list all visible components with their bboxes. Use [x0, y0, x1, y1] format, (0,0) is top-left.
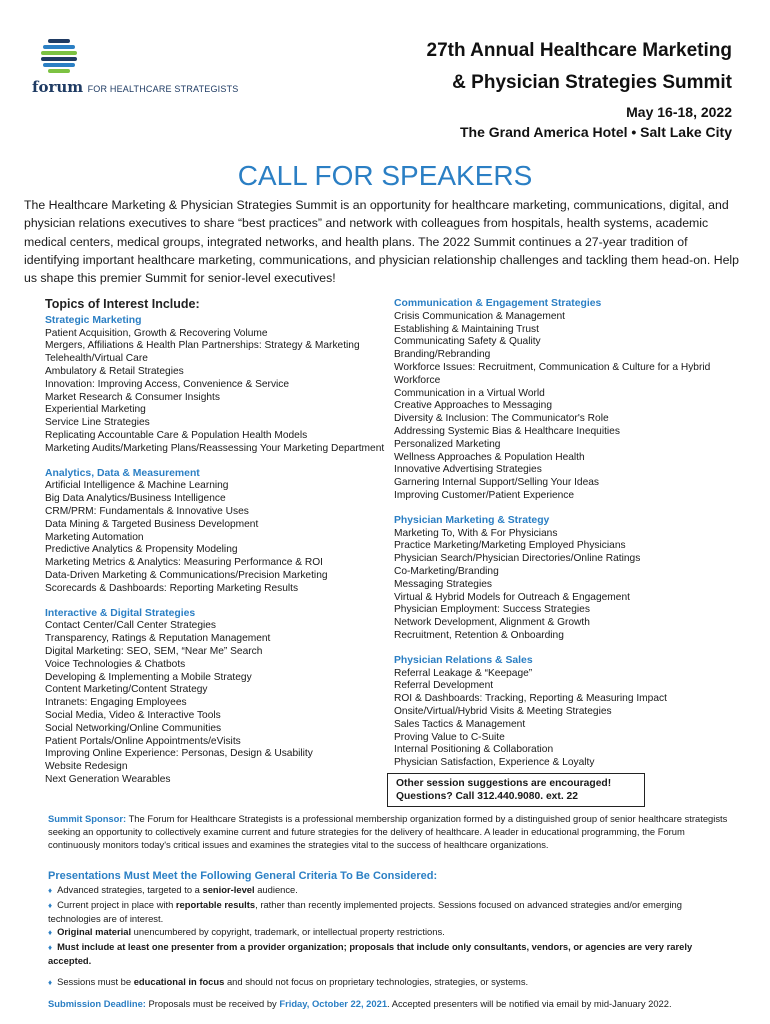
topic-item: Contact Center/Call Center Strategies	[45, 620, 217, 632]
diamond-bullet-icon: ♦	[48, 943, 53, 952]
topic-item: Predictive Analytics & Propensity Modeling	[45, 544, 238, 556]
topic-item: Virtual & Hybrid Models for Outreach & Engagement	[394, 591, 630, 603]
deadline-label: Submission Deadline:	[48, 998, 146, 1009]
topic-item: Social Networking/Online Communities	[45, 722, 222, 734]
topic-item: Referral Leakage & “Keepage”	[394, 667, 533, 679]
criterion-4-bold: Must include at least one presenter from a provider organization; proposals that include only consultants, vendors, or agencies are very rarely accepted.	[48, 941, 693, 966]
topics-left-column	[45, 297, 385, 787]
section-heading: Physician Relations & Sales	[394, 654, 533, 666]
topic-item: Physician Search/Physician Directories/Online Ratings	[394, 553, 641, 565]
topic-item: Mergers, Affiliations & Health Plan Partnerships: Strategy & Marketing	[45, 340, 360, 352]
criterion-1	[48, 884, 728, 898]
topic-item: Ambulatory & Retail Strategies	[45, 365, 184, 377]
topic-item: Addressing Systemic Bias & Healthcare Inequities	[394, 425, 620, 437]
criterion-2	[48, 899, 728, 926]
topic-item: Scorecards & Dashboards: Reporting Marketing Results	[45, 582, 299, 594]
topic-item: Market Research & Consumer Insights	[45, 391, 220, 403]
suggestions-box	[387, 773, 645, 807]
topic-item: Patient Portals/Online Appointments/eVisits	[45, 735, 241, 747]
section-heading: Communication & Engagement Strategies	[394, 298, 602, 309]
topic-item: Voice Technologies & Chatbots	[45, 658, 186, 670]
topic-item: Establishing & Maintaining Trust	[394, 323, 539, 335]
topic-item: Sales Tactics & Management	[394, 718, 526, 730]
diamond-bullet-icon: ♦	[48, 928, 53, 937]
sponsor-paragraph	[48, 813, 728, 851]
topic-item: Crisis Communication & Management	[394, 310, 565, 322]
topic-item: Referral Development	[394, 680, 494, 692]
criterion-5-bold: educational in focus	[133, 976, 225, 987]
topic-item: Telehealth/Virtual Care	[45, 353, 148, 365]
deadline-end: . Accepted presenters will be notified via email by mid-January 2022.	[387, 998, 672, 1009]
topic-item: Intranets: Engaging Employees	[45, 697, 187, 709]
summit-venue: The Grand America Hotel • Salt Lake City	[459, 124, 732, 140]
topic-item: Wellness Approaches & Population Health	[394, 451, 585, 463]
summit-date: May 16-18, 2022	[626, 104, 732, 120]
criterion-2-end: , rather than recently implemented projects. Sessions focused on advanced strategies and/or emerging technologies are of interest.	[48, 899, 682, 924]
topic-item: Innovation: Improving Access, Convenience & Service	[45, 378, 290, 390]
criterion-1-end: audience.	[254, 884, 298, 895]
logo-name: forum	[32, 78, 84, 96]
diamond-bullet-icon: ♦	[48, 978, 53, 987]
deadline-text: Proposals must be received by	[145, 998, 280, 1009]
criterion-3-end: unencumbered by copyright, trademark, or intellectual property restrictions.	[131, 926, 445, 937]
topic-item: Digital Marketing: SEO, SEM, “Near Me” Search	[45, 645, 263, 657]
suggestions-line2: Questions? Call 312.440.9080. ext. 22	[396, 791, 579, 802]
criterion-5-end: and should not focus on proprietary technologies, strategies, or systems.	[224, 976, 529, 987]
topic-item: Next Generation Wearables	[45, 773, 171, 785]
topic-item: Physician Satisfaction, Experience & Loyalty	[394, 757, 595, 769]
topic-item: Innovative Advertising Strategies	[394, 464, 542, 476]
topic-item: Content Marketing/Content Strategy	[45, 684, 208, 696]
call-for-speakers-heading: CALL FOR SPEAKERS	[237, 160, 533, 191]
criterion-3-bold: Original material	[57, 926, 132, 937]
topic-item: Personalized Marketing	[394, 438, 501, 450]
topic-item: Physician Employment: Success Strategies	[394, 604, 590, 616]
criterion-3	[48, 926, 728, 940]
topics-right-column	[394, 298, 744, 770]
topic-item: Marketing Automation	[45, 531, 144, 543]
summit-title-line1: 27th Annual Healthcare Marketing	[426, 40, 732, 61]
criterion-2-text: Current project in place with	[57, 899, 176, 910]
topic-item: CRM/PRM: Fundamentals & Innovative Uses	[45, 505, 249, 517]
intro-paragraph: The Healthcare Marketing & Physician Strategies Summit is an opportunity for healthcare marketing, communications, digital, and physician relations executives to share “best practices” and network with colleagues from hospitals, health systems, academic medical centers, medical groups, integrated networks, and health plans. The 2022 Summit continues a 27-year tradition of identifying important healthcare marketing, communications, and physician relationship challenges and tackling them head-on. Help us shape this premier Summit for senior-level executives!	[24, 198, 739, 286]
topic-item: Marketing Metrics & Analytics: Measuring Performance & ROI	[45, 557, 323, 569]
topic-item: Communication in a Virtual World	[394, 387, 545, 399]
topic-item: Proving Value to C-Suite	[394, 731, 505, 743]
topic-item: Recruitment, Retention & Onboarding	[394, 629, 564, 641]
section-heading: Physician Marketing & Strategy	[394, 514, 550, 526]
topic-item: Creative Approaches to Messaging	[394, 400, 552, 412]
globe-icon	[40, 38, 80, 76]
criterion-2-bold: reportable results	[175, 899, 256, 910]
sponsor-text: The Forum for Healthcare Strategists is a professional membership organization formed by a distinguished group of senior healthcare strategists seeking an opportunity to collectively examine current and future strategies for the delivery of healthcare. A leader in educational programming, the Forum continuously monitors today's critical issues and examines the strategies vital to the success of healthcare organizations.	[48, 813, 728, 850]
topic-item: Network Development, Alignment & Growth	[394, 617, 590, 629]
topic-item: Service Line Strategies	[45, 417, 150, 429]
topic-item: Co-Marketing/Branding	[394, 565, 499, 577]
summit-title-line2: & Physician Strategies Summit	[452, 72, 732, 93]
topic-item: Branding/Rebranding	[394, 349, 491, 361]
topic-item: Practice Marketing/Marketing Employed Physicians	[394, 540, 626, 552]
topic-item: Marketing Audits/Marketing Plans/Reassessing Your Marketing Department	[45, 442, 385, 454]
criterion-5-text: Sessions must be	[57, 976, 134, 987]
topic-item: Developing & Implementing a Mobile Strategy	[45, 671, 252, 683]
diamond-bullet-icon: ♦	[48, 886, 53, 895]
topic-item: Data-Driven Marketing & Communications/Precision Marketing	[45, 569, 328, 581]
topic-item: Internal Positioning & Collaboration	[394, 744, 554, 756]
submission-deadline	[48, 998, 728, 1011]
topic-item: Improving Online Experience: Personas, Design & Usability	[45, 748, 313, 760]
topic-item: Workforce Issues: Recruitment, Communication & Culture for a Hybrid Workforce	[394, 361, 711, 386]
topic-item: ROI & Dashboards: Tracking, Reporting & Measuring Impact	[394, 693, 667, 705]
section-heading: Interactive & Digital Strategies	[45, 607, 196, 619]
section-heading: Strategic Marketing	[45, 314, 142, 326]
sponsor-label: Summit Sponsor:	[48, 813, 127, 824]
topic-item: Onsite/Virtual/Hybrid Visits & Meeting Strategies	[394, 705, 612, 717]
topic-item: Patient Acquisition, Growth & Recovering Volume	[45, 327, 268, 339]
topic-item: Messaging Strategies	[394, 578, 492, 590]
criterion-1-text: Advanced strategies, targeted to a	[57, 884, 203, 895]
criterion-4	[48, 941, 728, 968]
topic-item: Garnering Internal Support/Selling Your Ideas	[394, 477, 600, 489]
topic-item: Social Media, Video & Interactive Tools	[45, 709, 221, 721]
topic-item: Experiential Marketing	[45, 404, 146, 416]
topic-item: Transparency, Ratings & Reputation Management	[45, 633, 271, 645]
section-heading: Analytics, Data & Measurement	[45, 467, 200, 479]
topic-item: Marketing To, With & For Physicians	[394, 527, 558, 539]
topic-item: Communicating Safety & Quality	[394, 336, 541, 348]
criteria-heading: Presentations Must Meet the Following General Criteria To Be Considered:	[48, 870, 438, 882]
deadline-date: Friday, October 22, 2021	[279, 998, 388, 1009]
topic-item: Big Data Analytics/Business Intelligence	[45, 493, 226, 505]
criterion-1-bold: senior-level	[202, 884, 255, 895]
forum-logo	[30, 38, 239, 98]
criterion-5	[48, 976, 728, 990]
topic-item: Improving Customer/Patient Experience	[394, 489, 575, 501]
topic-item: Replicating Accountable Care & Population Health Models	[45, 429, 308, 441]
logo-subtitle: FOR HEALTHCARE STRATEGISTS	[87, 84, 239, 94]
topic-item: Data Mining & Targeted Business Development	[45, 518, 259, 530]
topics-heading: Topics of Interest Include:	[45, 297, 200, 311]
topic-item: Artificial Intelligence & Machine Learning	[45, 480, 229, 492]
topic-item: Diversity & Inclusion: The Communicator's Role	[394, 413, 609, 425]
diamond-bullet-icon: ♦	[48, 901, 53, 910]
suggestions-line1: Other session suggestions are encouraged!	[396, 778, 612, 789]
topic-item: Website Redesign	[45, 761, 128, 773]
